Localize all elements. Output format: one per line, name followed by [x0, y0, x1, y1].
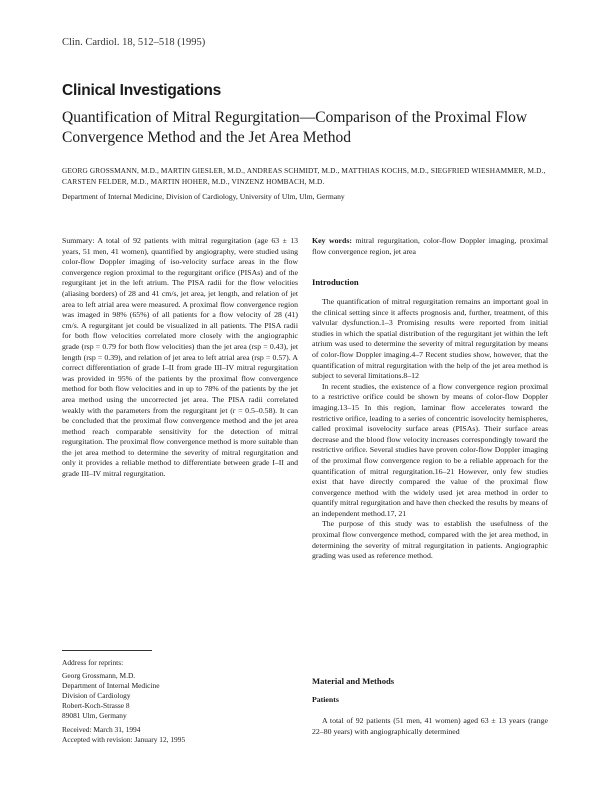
intro-paragraph: The purpose of this study was to establish the usefulness of the proximal flow convergence method, compared with the jet area method, in determining the severity of mitral regurgitation in patients. Angiographic grading was used as reference method.: [312, 519, 548, 561]
intro-paragraph: In recent studies, the existence of a flow convergence region proximal to a restrictive orifice could be shown by means of color-flow Doppler imaging.13–15 In this region, laminar flow accelerates toward the restrictive orifice, leading to a series of concentric isovelocity hemispheres, called proximal isovelocity surface areas (PISAs). Their surface areas decrease and the blood flow velocity increases correspondingly toward the restrictive orifice. Several studies have proven color-flow Doppler imaging of the proximal flow convergence region to be a reliable approach for the quantification of mitral regurgitation.16–21 However, only few studies exist that have directly compared the value of the proximal flow convergence method with the widely used jet area method in order to quantify mitral regurgitation and have then checked the results by means of an independent method.17, 21: [312, 381, 548, 518]
footnote-divider: [62, 650, 152, 651]
patients-subheading: Patients: [312, 695, 339, 704]
address-label: Address for reprints:: [62, 658, 124, 667]
accepted-date: Accepted with revision: January 12, 1995: [62, 735, 186, 744]
received-date: Received: March 31, 1994: [62, 725, 141, 734]
abstract-summary: Summary: A total of 92 patients with mitral regurgitation (age 63 ± 13 years, 51 men, 41 women), quantified by angiography, were studied using color-flow Doppler imaging of iso-velocity surface areas in the flow convergence region proximal to the regurgitant orifice (PISAs) and of the regurgitant jet in the left atrium. The PISA radii for the flow velocities (aliasing borders) of 28 and 41 cm/s, jet area, jet length, and relation of jet area to left atrial area were measured. A proximal flow convergence region was imaged in 98% (65%) of all patients for a flow velocity of 28 (41) cm/s. A regurgitant jet could be visualized in all patients. The PISA radii for both flow velocities correlated more closely with the angiographic grade (rsp = 0.79 for both flow velocities) than the jet area (rsp = 0.43), jet length (rsp = 0.39), and relation of jet area to left atrial area (rsp = 0.57). A correct differentiation of grade I–II from grade III–IV mitral regurgitation was provided in 95% of the patients by the proximal flow convergence method for both flow velocities and in up to 78% of the patients by the jet area method using the uncorrected jet area. The PISA radii correlated weakly with the parameters from the regurgitant jet (r = 0.5–0.58). It can be concluded that the proximal flow convergence method and the jet area method reach comparable sensitivity for the detection of mitral regurgitation. The proximal flow convergence method is more suitable than the jet area method to determine the severity of mitral regurgitation and only it provides a reliable method to differentiate between grade I–II and grade III–IV mitral regurgitation.: [62, 236, 298, 479]
address-line: Georg Grossmann, M.D.: [62, 671, 136, 680]
intro-paragraph: The quantification of mitral regurgitation remains an important goal in the clinical setting since it affects prognosis and, further, treatment, of this valvular dysfunction.1–3 Promising results were reported from initial studies in which the spatial distribution of the regurgitant jet within the left atrium was used to determine the severity of mitral regurgitation by means of color-flow Doppler imaging.4–7 Recent studies show, however, that the quantification of mitral regurgitation with the help of the jet area method is subject to several limitations.8–12: [312, 297, 548, 381]
author-list: GEORG GROSSMANN, M.D., MARTIN GIESLER, M.D., ANDREAS SCHMIDT, M.D., MATTHIAS KOCHS, M.D., SIEGFRIED WIESHAMMER, M.D., CARSTEN FELDER, M.D., MARTIN HOHER, M.D., VINZENZ HOMBACH, M.D.: [62, 166, 546, 186]
keywords-label: Key words:: [312, 236, 352, 245]
article-title: Quantification of Mitral Regurgitation—Comparison of the Proximal Flow Convergence Method and the Jet Area Method: [62, 109, 528, 146]
introduction-body: [312, 297, 548, 562]
address-line: 89081 Ulm, Germany: [62, 711, 127, 720]
reprint-address: [62, 658, 298, 745]
address-line: Division of Cardiology: [62, 691, 131, 700]
keywords-text: mitral regurgitation, color-flow Doppler imaging, proximal flow convergence region, jet area: [312, 236, 548, 256]
keywords: [312, 236, 548, 257]
patients-paragraph: A total of 92 patients (51 men, 41 women) aged 63 ± 13 years (range 22–80 years) with angiographically determined: [312, 716, 548, 736]
introduction-heading: Introduction: [312, 277, 359, 287]
section-heading: Clinical Investigations: [62, 82, 222, 99]
address-line: Robert-Koch-Strasse 8: [62, 701, 130, 710]
methods-heading: Material and Methods: [312, 676, 395, 686]
address-line: Department of Internal Medicine: [62, 681, 160, 690]
journal-reference: Clin. Cardiol. 18, 512–518 (1995): [62, 37, 206, 48]
affiliation: Department of Internal Medicine, Division of Cardiology, University of Ulm, Ulm, Germany: [62, 192, 345, 201]
